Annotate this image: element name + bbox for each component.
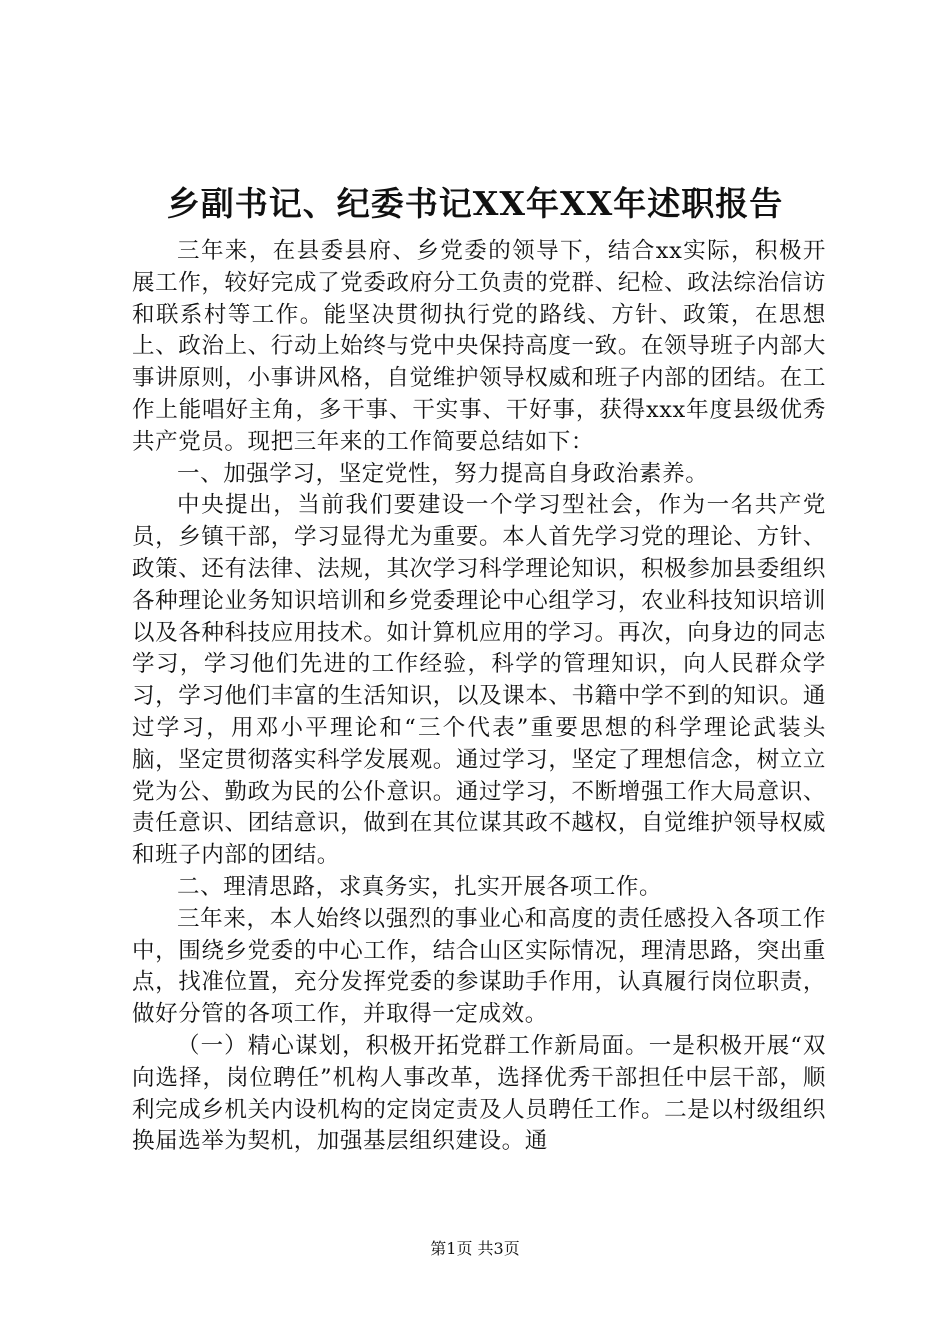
- paragraph-intro: 三年来，在县委县府、乡党委的领导下，结合xx实际，积极开展工作，较好完成了党委政府分工负责的党群、纪检、政法综治信访和联系村等工作。能坚决贯彻执行党的路线、方针、政策，在思想上、政治上、行动上始终与党中央保持高度一致。在领导班子内部大事讲原则，小事讲风格，自觉维护领导权威和班子内部的团结。在工作上能唱好主角，多干事、干实事、干好事，获得xxx年度县级优秀共产党员。现把三年来的工作简要总结如下：: [132, 238, 826, 455]
- section-heading-2: 二、理清思路，求真务实，扎实开展各项工作。: [177, 873, 663, 900]
- page-total: 共3页: [477, 1239, 520, 1258]
- document-title: 乡副书记、纪委书记XX年XX年述职报告: [166, 184, 784, 223]
- page-footer: [0, 1238, 950, 1260]
- paragraph-study: 中央提出，当前我们要建设一个学习型社会，作为一名共产党员，乡镇干部，学习显得尤为重要。本人首先学习党的理论、方针、政策、还有法律、法规，其次学习科学理论知识，积极参加县委组织各种理论业务知识培训和乡党委理论中心组学习，农业科技知识培训以及各种科技应用技术。如计算机应用的学习。再次，向身边的同志学习，学习他们先进的工作经验，科学的管理知识，向人民群众学习，学习他们丰富的生活知识，以及课本、书籍中学不到的知识。通过学习，用邓小平理论和“三个代表”重要思想的科学理论武装头脑，坚定贯彻落实科学发展观。通过学习，坚定了理想信念，树立立党为公、勤政为民的公仆意识。通过学习，不断增强工作大局意识、责任意识、团结意识，做到在其位谋其政不越权，自觉维护领导权威和班子内部的团结。: [132, 492, 826, 869]
- paragraph-party-work: （一）精心谋划，积极开拓党群工作新局面。一是积极开展“双向选择，岗位聘任”机构人事改革，选择优秀干部担任中层干部，顺利完成乡机关内设机构的定岗定责及人员聘任工作。二是以村级组织换届选举为契机，加强基层组织建设。通: [132, 1032, 826, 1155]
- section-heading-1: 一、加强学习，坚定党性，努力提高自身政治素养。: [177, 460, 709, 487]
- page-number: 第1页: [430, 1239, 473, 1258]
- paragraph-work: 三年来，本人始终以强烈的事业心和高度的责任感投入各项工作中，围绕乡党委的中心工作，结合山区实际情况，理清思路，突出重点，找准位置，充分发挥党委的参谋助手作用，认真履行岗位职责，做好分管的各项工作，并取得一定成效。: [132, 905, 826, 1028]
- document-body: [132, 236, 826, 1158]
